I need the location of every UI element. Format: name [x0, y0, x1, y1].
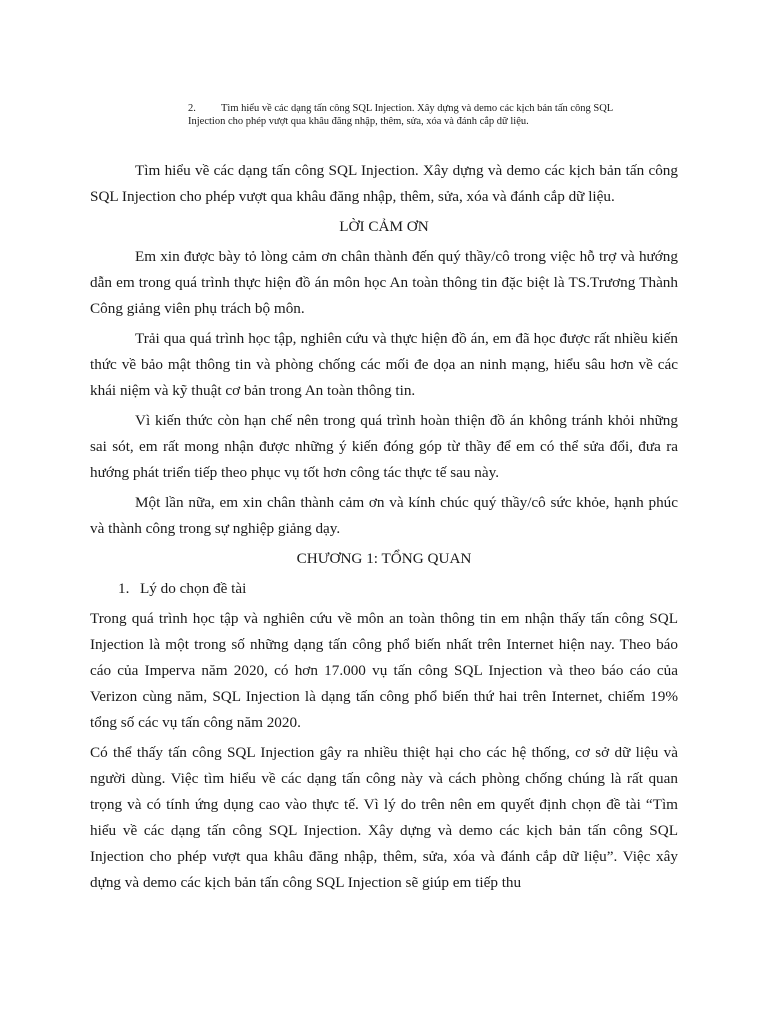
acknowledgement-paragraph: Vì kiến thức còn hạn chế nên trong quá trình hoàn thiện đồ án không tránh khỏi những sai sót, em rất mong nhận được những ý kiến đóng góp từ thầy để em có thể sửa đổi, đưa ra hướng phát triển tiếp theo phục vụ tốt hơn công tác thực tế sau này. — [90, 412, 678, 481]
acknowledgement-heading: LỜI CẢM ƠN — [339, 218, 429, 235]
section-heading — [90, 576, 678, 602]
section-number: 1. — [118, 580, 130, 597]
topic-number: 2. — [188, 103, 196, 114]
topic-list-item — [188, 102, 648, 128]
chapter-paragraph: Có thể thấy tấn công SQL Injection gây ra nhiều thiệt hại cho các hệ thống, cơ sở dữ liệu và người dùng. Việc tìm hiểu về các dạng tấn công này và cách phòng chống chúng là rất quan trọng và có tính ứng dụng cao vào thực tế. Vì lý do trên nên em quyết định chọn đề tài “Tìm hiểu về các dạng tấn công SQL Injection. Xây dựng và demo các kịch bản tấn công SQL Injection cho phép vượt qua khâu đăng nhập, thêm, sửa, xóa và đánh cắp dữ liệu”. Việc xây dựng và demo các kịch bản tấn công SQL Injection sẽ giúp em tiếp thu — [90, 744, 678, 891]
intro-paragraph: Tìm hiểu về các dạng tấn công SQL Injection. Xây dựng và demo các kịch bản tấn công SQL Injection cho phép vượt qua khâu đăng nhập, thêm, sửa, xóa và đánh cắp dữ liệu. — [90, 162, 678, 205]
topic-text: Tìm hiểu về các dạng tấn công SQL Injection. Xây dựng và demo các kịch bản tấn công SQL Injection cho phép vượt qua khâu đăng nhập, thêm, sửa, xóa và đánh cắp dữ liệu. — [188, 103, 613, 127]
acknowledgement-paragraph: Một lần nữa, em xin chân thành cảm ơn và kính chúc quý thầy/cô sức khỏe, hạnh phúc và thành công trong sự nghiệp giảng dạy. — [90, 494, 678, 537]
document-body — [90, 158, 678, 900]
section-title: Lý do chọn đề tài — [140, 580, 247, 597]
chapter-paragraph: Trong quá trình học tập và nghiên cứu về môn an toàn thông tin em nhận thấy tấn công SQL Injection là một trong số những dạng tấn công phổ biến nhất trên Internet hiện nay. Theo báo cáo của Imperva năm 2020, có hơn 17.000 vụ tấn công SQL Injection và theo báo cáo của Verizon cùng năm, SQL Injection là dạng tấn công phổ biến thứ hai trên Internet, chiếm 19% tổng số các vụ tấn công năm 2020. — [90, 610, 678, 731]
chapter-heading: CHƯƠNG 1: TỔNG QUAN — [296, 550, 472, 567]
acknowledgement-paragraph: Trải qua quá trình học tập, nghiên cứu và thực hiện đồ án, em đã học được rất nhiều kiến thức về bảo mật thông tin và phòng chống các mối đe dọa an ninh mạng, hiểu sâu hơn về các khái niệm và kỹ thuật cơ bản trong An toàn thông tin. — [90, 330, 678, 399]
acknowledgement-paragraph: Em xin được bày tỏ lòng cảm ơn chân thành đến quý thầy/cô trong việc hỗ trợ và hướng dẫn em trong quá trình thực hiện đồ án môn học An toàn thông tin đặc biệt là TS.Trương Thành Công giảng viên phụ trách bộ môn. — [90, 248, 678, 317]
